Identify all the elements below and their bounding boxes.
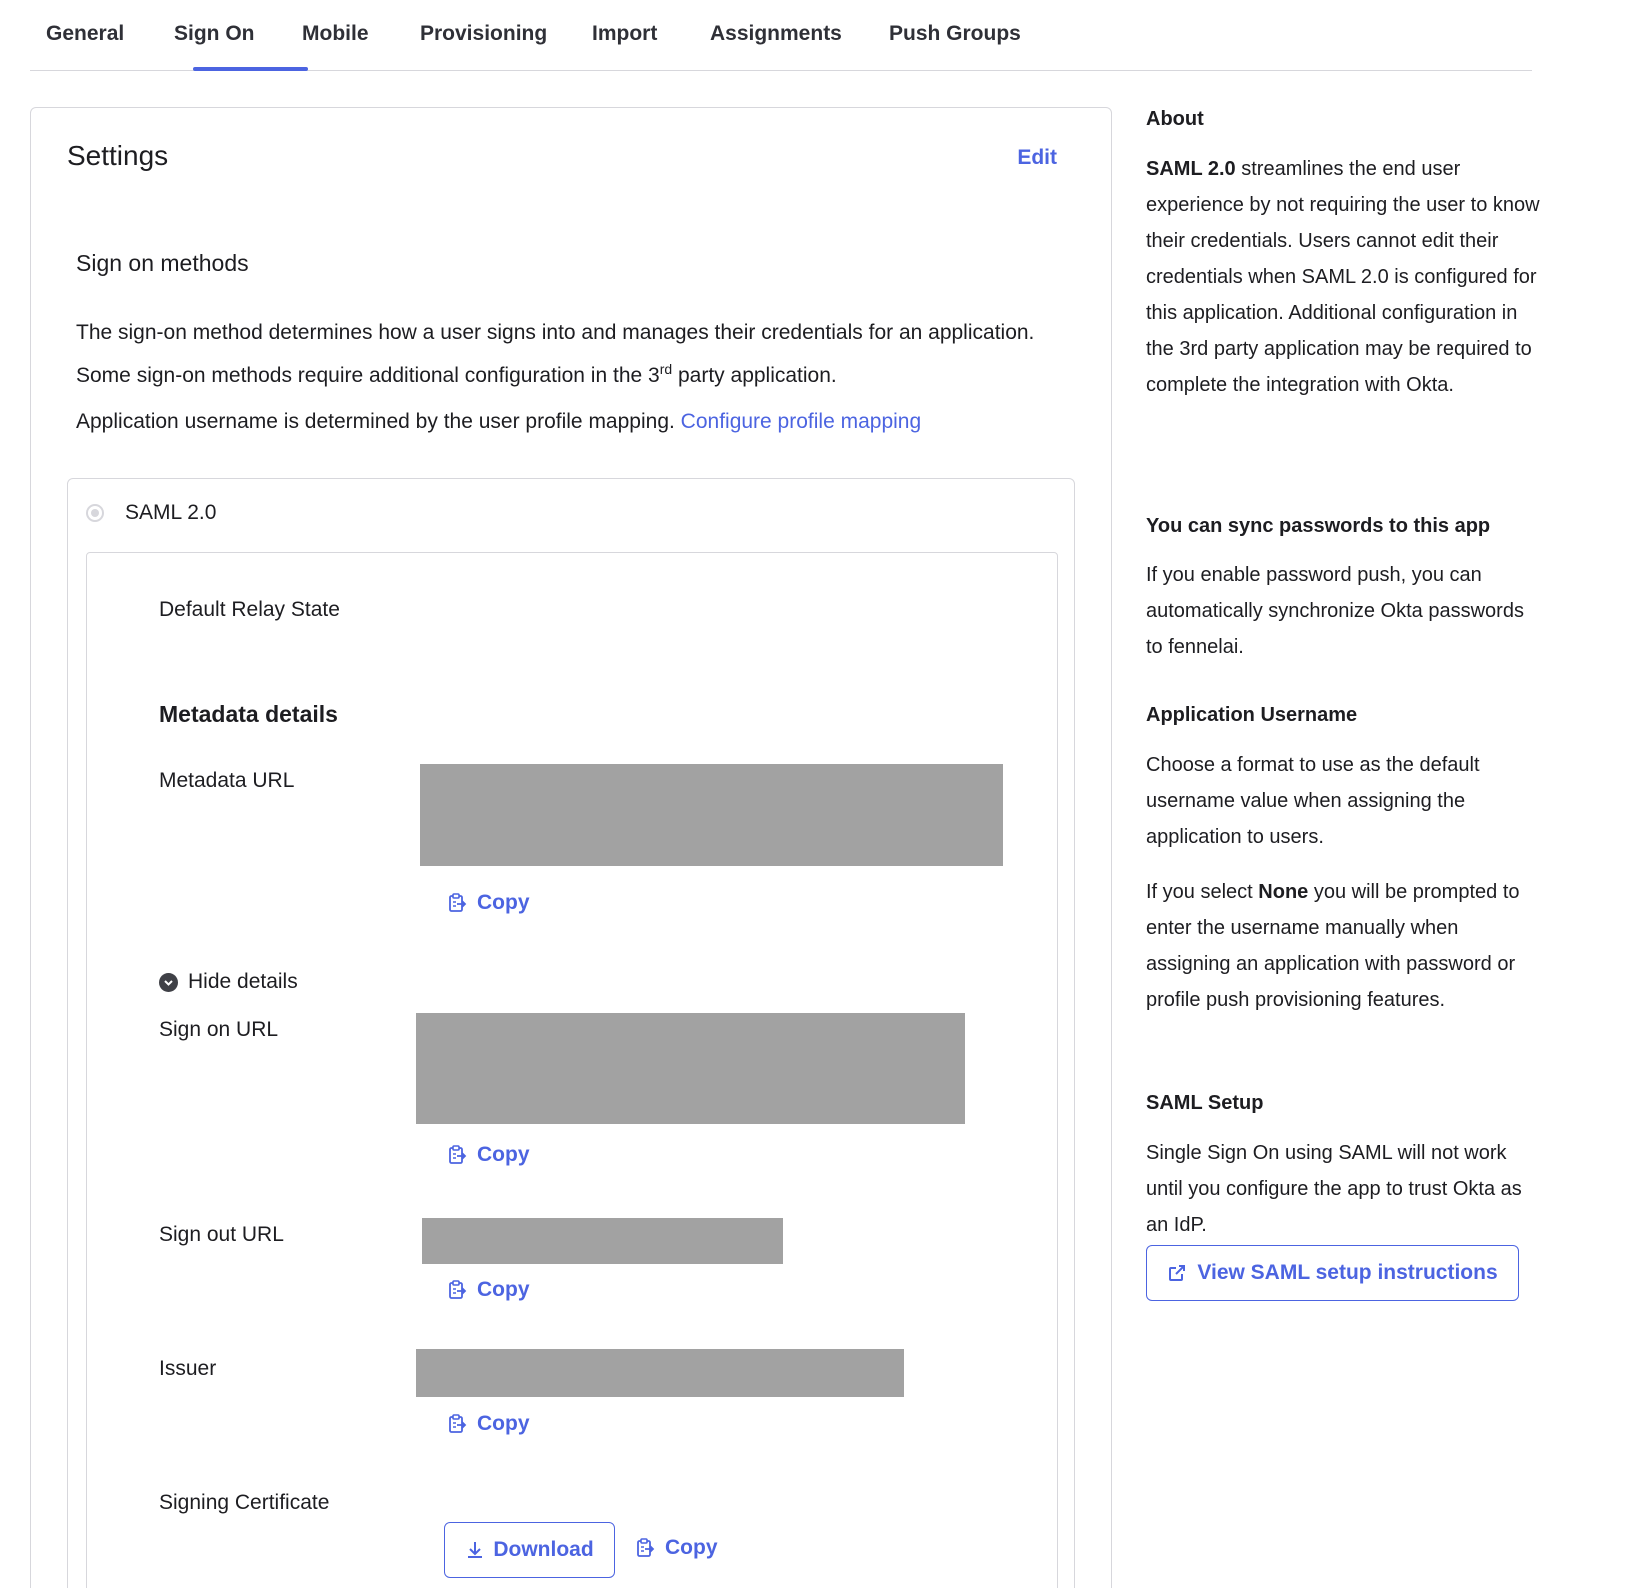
tab-provisioning[interactable]: Provisioning [420,22,548,45]
tab-import[interactable]: Import [592,22,658,45]
download-icon [465,1540,485,1560]
clipboard-icon [447,1280,467,1300]
tab-assignments[interactable]: Assignments [710,22,842,45]
copy-metadata-url-button[interactable]: Copy [447,891,530,915]
saml-method-label: SAML 2.0 [125,501,217,524]
issuer-label: Issuer [159,1357,217,1380]
copy-certificate-button[interactable]: Copy [635,1536,718,1560]
username-mapping-text: Application username is determined by the user profile mapping. Configure profile mapping [76,410,922,433]
sign-on-methods-description: The sign-on method determines how a user signs into and manages their credentials for an application. Some sign-on methods require additional configuration in the 3rd party application. [76,321,1035,387]
settings-title: Settings [67,140,169,171]
saml-radio[interactable] [86,504,104,522]
tab-bar [30,0,1532,71]
clipboard-icon [447,1414,467,1434]
application-username-text: Choose a format to use as the default username value when assigning the application to users. [1146,754,1480,848]
signing-certificate-label: Signing Certificate [159,1491,330,1514]
clipboard-icon [447,1145,467,1165]
metadata-details-title: Metadata details [159,701,338,727]
about-title: About [1146,108,1204,130]
settings-card [30,107,1112,1588]
sign-on-url-label: Sign on URL [159,1018,279,1041]
sign-on-methods-title: Sign on methods [76,250,249,276]
clipboard-icon [635,1538,655,1558]
external-link-icon [1167,1263,1187,1283]
tab-sign-on[interactable]: Sign On [174,22,255,45]
copy-sign-out-url-button[interactable]: Copy [447,1278,530,1302]
sign-out-url-redacted [422,1218,783,1264]
tab-push-groups[interactable]: Push Groups [889,22,1021,45]
metadata-url-label: Metadata URL [159,769,295,792]
saml-setup-title: SAML Setup [1146,1092,1264,1114]
metadata-url-redacted [420,764,1003,866]
saml-method-box [67,478,1075,1588]
view-saml-setup-instructions-button[interactable]: View SAML setup instructions [1146,1245,1519,1301]
issuer-redacted [416,1349,904,1397]
download-certificate-button[interactable]: Download [444,1522,615,1578]
clipboard-icon [447,893,467,913]
about-text: SAML 2.0 streamlines the end user experience by not requiring the user to know their credentials. Users cannot edit their credentials when SAML 2.0 is configured for this application. Additional configuration in the 3rd party application may be required to complete the integration with Okta. [1146,158,1540,396]
sync-passwords-text: If you enable password push, you can automatically synchronize Okta passwords to fennelai. [1146,564,1524,658]
sync-passwords-title: You can sync passwords to this app [1146,515,1491,537]
copy-issuer-button[interactable]: Copy [447,1412,530,1436]
configure-profile-mapping-link[interactable]: Configure profile mapping [680,410,922,433]
tab-general[interactable]: General [46,22,125,45]
saml-setup-text: Single Sign On using SAML will not work until you configure the app to trust Okta as an IdP. [1146,1142,1522,1236]
sign-out-url-label: Sign out URL [159,1223,284,1246]
sign-on-url-redacted [416,1013,965,1124]
active-tab-indicator [193,67,308,71]
application-username-title: Application Username [1146,704,1358,726]
tab-mobile[interactable]: Mobile [302,22,369,45]
none-option-text: If you select None you will be prompted to enter the username manually when assigning an application with password or profile push provisioning features. [1146,881,1520,1011]
default-relay-state-label: Default Relay State [159,598,340,621]
hide-details-toggle[interactable]: Hide details [159,970,298,994]
copy-sign-on-url-button[interactable]: Copy [447,1143,530,1167]
chevron-down-circle-icon [159,973,178,992]
saml-details-box [86,552,1058,1588]
edit-button[interactable]: Edit [1017,146,1057,169]
